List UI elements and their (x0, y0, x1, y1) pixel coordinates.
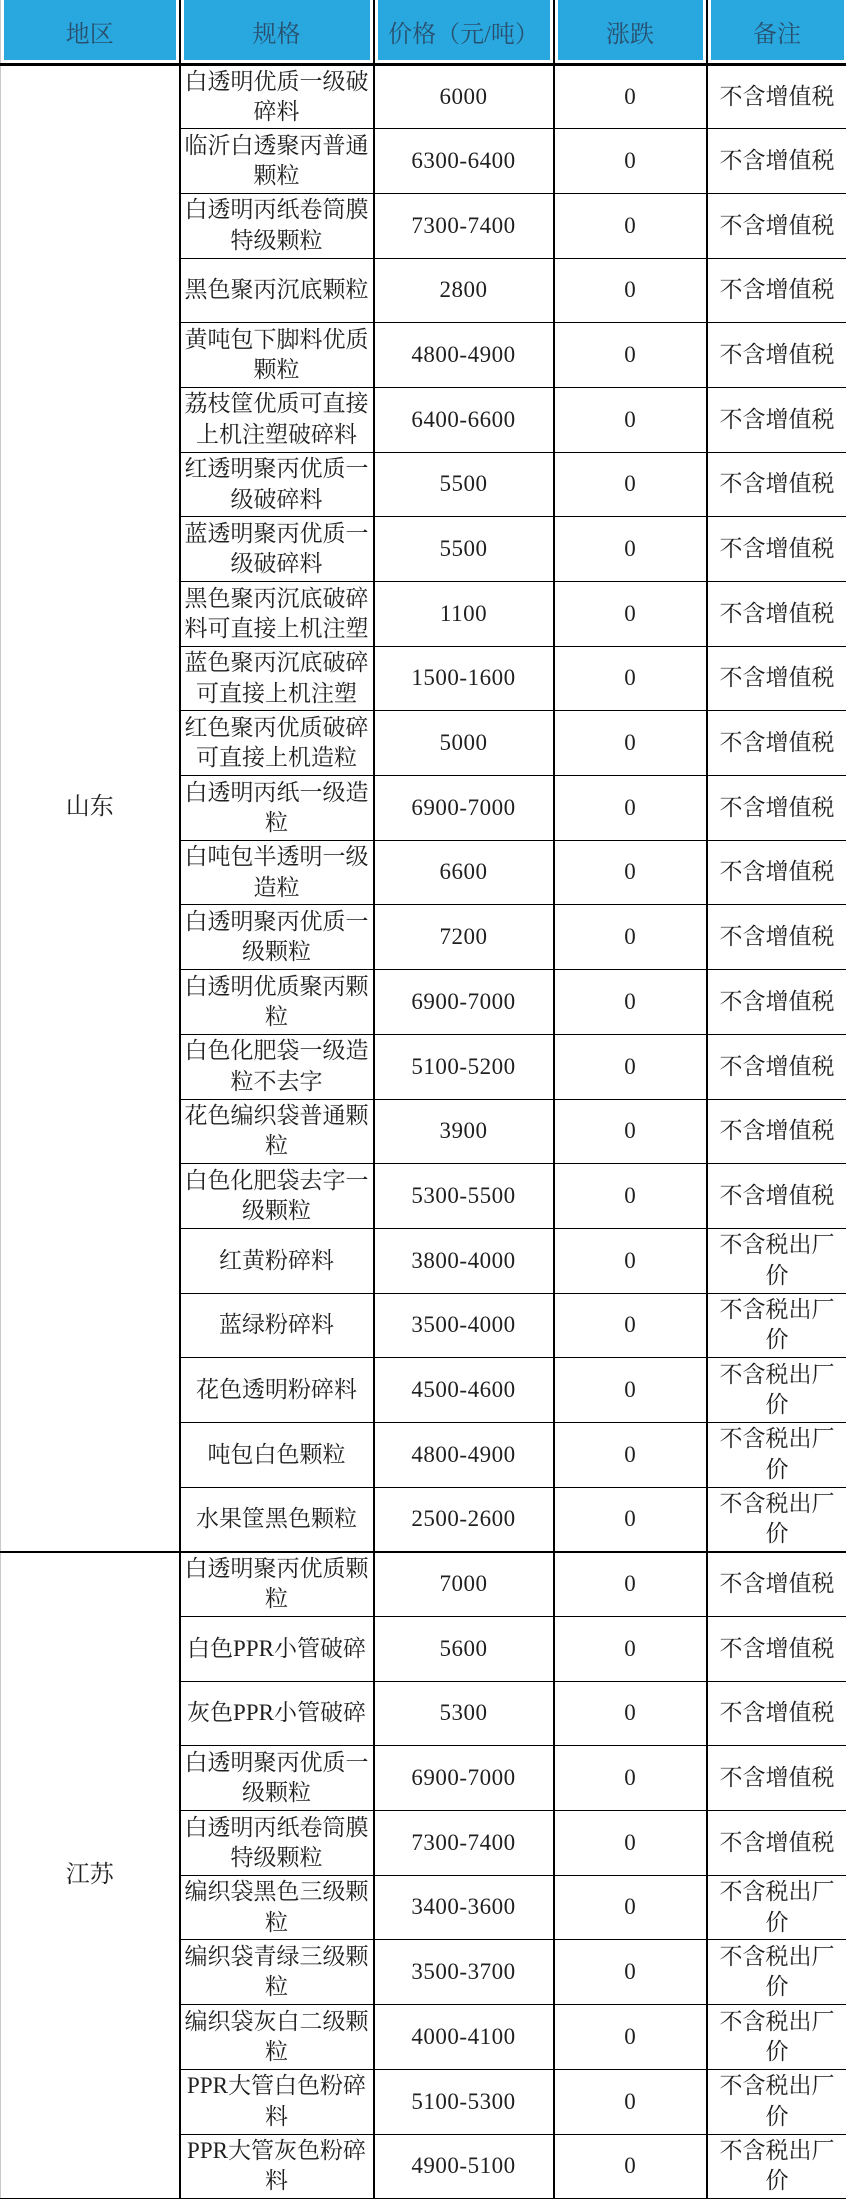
note-cell: 不含税出厂价 (707, 1940, 846, 2005)
price-cell: 3400-3600 (374, 1875, 554, 1940)
change-cell: 0 (554, 1746, 707, 1811)
header-row (1, 0, 846, 64)
header-price: 价格（元/吨） (374, 0, 554, 64)
change-cell: 0 (554, 1422, 707, 1487)
price-cell: 7300-7400 (374, 1811, 554, 1876)
price-cell: 4900-5100 (374, 2134, 554, 2199)
note-cell: 不含增值税 (707, 970, 846, 1035)
change-cell: 0 (554, 1358, 707, 1423)
note-cell: 不含税出厂价 (707, 1875, 846, 1940)
price-cell: 2500-2600 (374, 1487, 554, 1552)
change-cell: 0 (554, 1487, 707, 1552)
spec-cell: 荔枝筐优质可直接上机注塑破碎料 (180, 387, 374, 452)
spec-cell: 花色编织袋普通颗粒 (180, 1099, 374, 1164)
spec-cell: 水果筐黑色颗粒 (180, 1487, 374, 1552)
note-cell: 不含增值税 (707, 1811, 846, 1876)
note-cell: 不含税出厂价 (707, 1293, 846, 1358)
change-cell: 0 (554, 323, 707, 388)
price-cell: 4500-4600 (374, 1358, 554, 1423)
note-cell: 不含税出厂价 (707, 1422, 846, 1487)
spec-cell: 白吨包半透明一级造粒 (180, 840, 374, 905)
change-cell: 0 (554, 258, 707, 323)
price-cell: 4800-4900 (374, 323, 554, 388)
change-cell: 0 (554, 1164, 707, 1229)
price-cell: 3500-3700 (374, 1940, 554, 2005)
change-cell: 0 (554, 129, 707, 194)
spec-cell: 红黄粉碎料 (180, 1228, 374, 1293)
change-cell: 0 (554, 1617, 707, 1682)
spec-cell: 黑色聚丙沉底颗粒 (180, 258, 374, 323)
change-cell: 0 (554, 1875, 707, 1940)
note-cell: 不含税出厂价 (707, 2069, 846, 2134)
spec-cell: 蓝色聚丙沉底破碎可直接上机注塑 (180, 646, 374, 711)
price-cell: 5500 (374, 452, 554, 517)
price-cell: 5000 (374, 711, 554, 776)
change-cell: 0 (554, 517, 707, 582)
price-cell: 4800-4900 (374, 1422, 554, 1487)
change-cell: 0 (554, 1228, 707, 1293)
note-cell: 不含税出厂价 (707, 2134, 846, 2199)
price-cell: 5500 (374, 517, 554, 582)
price-cell: 6900-7000 (374, 1746, 554, 1811)
price-cell: 6300-6400 (374, 129, 554, 194)
price-cell: 6600 (374, 840, 554, 905)
note-cell: 不含增值税 (707, 1552, 846, 1617)
header-region: 地区 (1, 0, 180, 64)
change-cell: 0 (554, 1811, 707, 1876)
spec-cell: 白透明聚丙优质一级颗粒 (180, 905, 374, 970)
note-cell: 不含增值税 (707, 1164, 846, 1229)
price-cell: 5600 (374, 1617, 554, 1682)
note-cell: 不含增值税 (707, 258, 846, 323)
spec-cell: 红色聚丙优质破碎可直接上机造粒 (180, 711, 374, 776)
note-cell: 不含税出厂价 (707, 1228, 846, 1293)
price-cell: 7300-7400 (374, 193, 554, 258)
note-cell: 不含增值税 (707, 776, 846, 841)
spec-cell: 白色化肥袋去字一级颗粒 (180, 1164, 374, 1229)
note-cell: 不含增值税 (707, 646, 846, 711)
spec-cell: 编织袋青绿三级颗粒 (180, 1940, 374, 2005)
change-cell: 0 (554, 582, 707, 647)
price-cell: 6900-7000 (374, 776, 554, 841)
price-cell: 5300-5500 (374, 1164, 554, 1229)
price-cell: 7200 (374, 905, 554, 970)
note-cell: 不含税出厂价 (707, 1487, 846, 1552)
change-cell: 0 (554, 1681, 707, 1746)
table-header (1, 0, 846, 64)
spec-cell: 白透明优质聚丙颗粒 (180, 970, 374, 1035)
change-cell: 0 (554, 2069, 707, 2134)
change-cell: 0 (554, 776, 707, 841)
price-cell: 1500-1600 (374, 646, 554, 711)
spec-cell: 蓝透明聚丙优质一级破碎料 (180, 517, 374, 582)
spec-cell: 白透明丙纸卷筒膜特级颗粒 (180, 193, 374, 258)
change-cell: 0 (554, 387, 707, 452)
price-cell: 6400-6600 (374, 387, 554, 452)
note-cell: 不含增值税 (707, 1034, 846, 1099)
spec-cell: 白色化肥袋一级造粒不去字 (180, 1034, 374, 1099)
spec-cell: 吨包白色颗粒 (180, 1422, 374, 1487)
change-cell: 0 (554, 1099, 707, 1164)
header-note: 备注 (707, 0, 846, 64)
change-cell: 0 (554, 193, 707, 258)
note-cell: 不含增值税 (707, 840, 846, 905)
spec-cell: 蓝绿粉碎料 (180, 1293, 374, 1358)
price-cell: 2800 (374, 258, 554, 323)
note-cell: 不含税出厂价 (707, 2005, 846, 2070)
price-cell: 5100-5200 (374, 1034, 554, 1099)
change-cell: 0 (554, 64, 707, 129)
spec-cell: PPR大管灰色粉碎料 (180, 2134, 374, 2199)
price-cell: 3500-4000 (374, 1293, 554, 1358)
note-cell: 不含增值税 (707, 1617, 846, 1682)
change-cell: 0 (554, 646, 707, 711)
note-cell: 不含增值税 (707, 905, 846, 970)
note-cell: 不含增值税 (707, 64, 846, 129)
spec-cell: 黄吨包下脚料优质颗粒 (180, 323, 374, 388)
table-row (1, 1552, 846, 1617)
change-cell: 0 (554, 711, 707, 776)
note-cell: 不含增值税 (707, 582, 846, 647)
spec-cell: 黑色聚丙沉底破碎料可直接上机注塑 (180, 582, 374, 647)
spec-cell: 白透明优质一级破碎料 (180, 64, 374, 129)
note-cell: 不含增值税 (707, 1746, 846, 1811)
spec-cell: 白色PPR小管破碎 (180, 1617, 374, 1682)
note-cell: 不含增值税 (707, 517, 846, 582)
price-cell: 3900 (374, 1099, 554, 1164)
note-cell: 不含增值税 (707, 129, 846, 194)
change-cell: 0 (554, 2134, 707, 2199)
price-cell: 5300 (374, 1681, 554, 1746)
price-cell: 4000-4100 (374, 2005, 554, 2070)
spec-cell: 灰色PPR小管破碎 (180, 1681, 374, 1746)
price-cell: 3800-4000 (374, 1228, 554, 1293)
note-cell: 不含增值税 (707, 1681, 846, 1746)
spec-cell: 白透明聚丙优质颗粒 (180, 1552, 374, 1617)
spec-cell: 白透明丙纸一级造粒 (180, 776, 374, 841)
change-cell: 0 (554, 840, 707, 905)
price-cell: 6900-7000 (374, 970, 554, 1035)
region-cell: 山东 (1, 64, 180, 1552)
table-row (1, 64, 846, 129)
price-cell: 7000 (374, 1552, 554, 1617)
spec-cell: 白透明丙纸卷筒膜特级颗粒 (180, 1811, 374, 1876)
header-spec: 规格 (180, 0, 374, 64)
spec-cell: PPR大管白色粉碎料 (180, 2069, 374, 2134)
spec-cell: 花色透明粉碎料 (180, 1358, 374, 1423)
spec-cell: 红透明聚丙优质一级破碎料 (180, 452, 374, 517)
change-cell: 0 (554, 1940, 707, 2005)
note-cell: 不含税出厂价 (707, 1358, 846, 1423)
spec-cell: 编织袋灰白二级颗粒 (180, 2005, 374, 2070)
table-body (1, 64, 846, 2199)
note-cell: 不含增值税 (707, 323, 846, 388)
price-cell: 6000 (374, 64, 554, 129)
note-cell: 不含增值税 (707, 1099, 846, 1164)
price-cell: 1100 (374, 582, 554, 647)
change-cell: 0 (554, 905, 707, 970)
note-cell: 不含增值税 (707, 711, 846, 776)
change-cell: 0 (554, 2005, 707, 2070)
note-cell: 不含增值税 (707, 452, 846, 517)
spec-cell: 编织袋黑色三级颗粒 (180, 1875, 374, 1940)
change-cell: 0 (554, 1552, 707, 1617)
price-cell: 5100-5300 (374, 2069, 554, 2134)
spec-cell: 白透明聚丙优质一级颗粒 (180, 1746, 374, 1811)
header-change: 涨跌 (554, 0, 707, 64)
spec-cell: 临沂白透聚丙普通颗粒 (180, 129, 374, 194)
change-cell: 0 (554, 970, 707, 1035)
region-cell: 江苏 (1, 1552, 180, 2199)
note-cell: 不含增值税 (707, 387, 846, 452)
change-cell: 0 (554, 1034, 707, 1099)
note-cell: 不含增值税 (707, 193, 846, 258)
change-cell: 0 (554, 452, 707, 517)
change-cell: 0 (554, 1293, 707, 1358)
